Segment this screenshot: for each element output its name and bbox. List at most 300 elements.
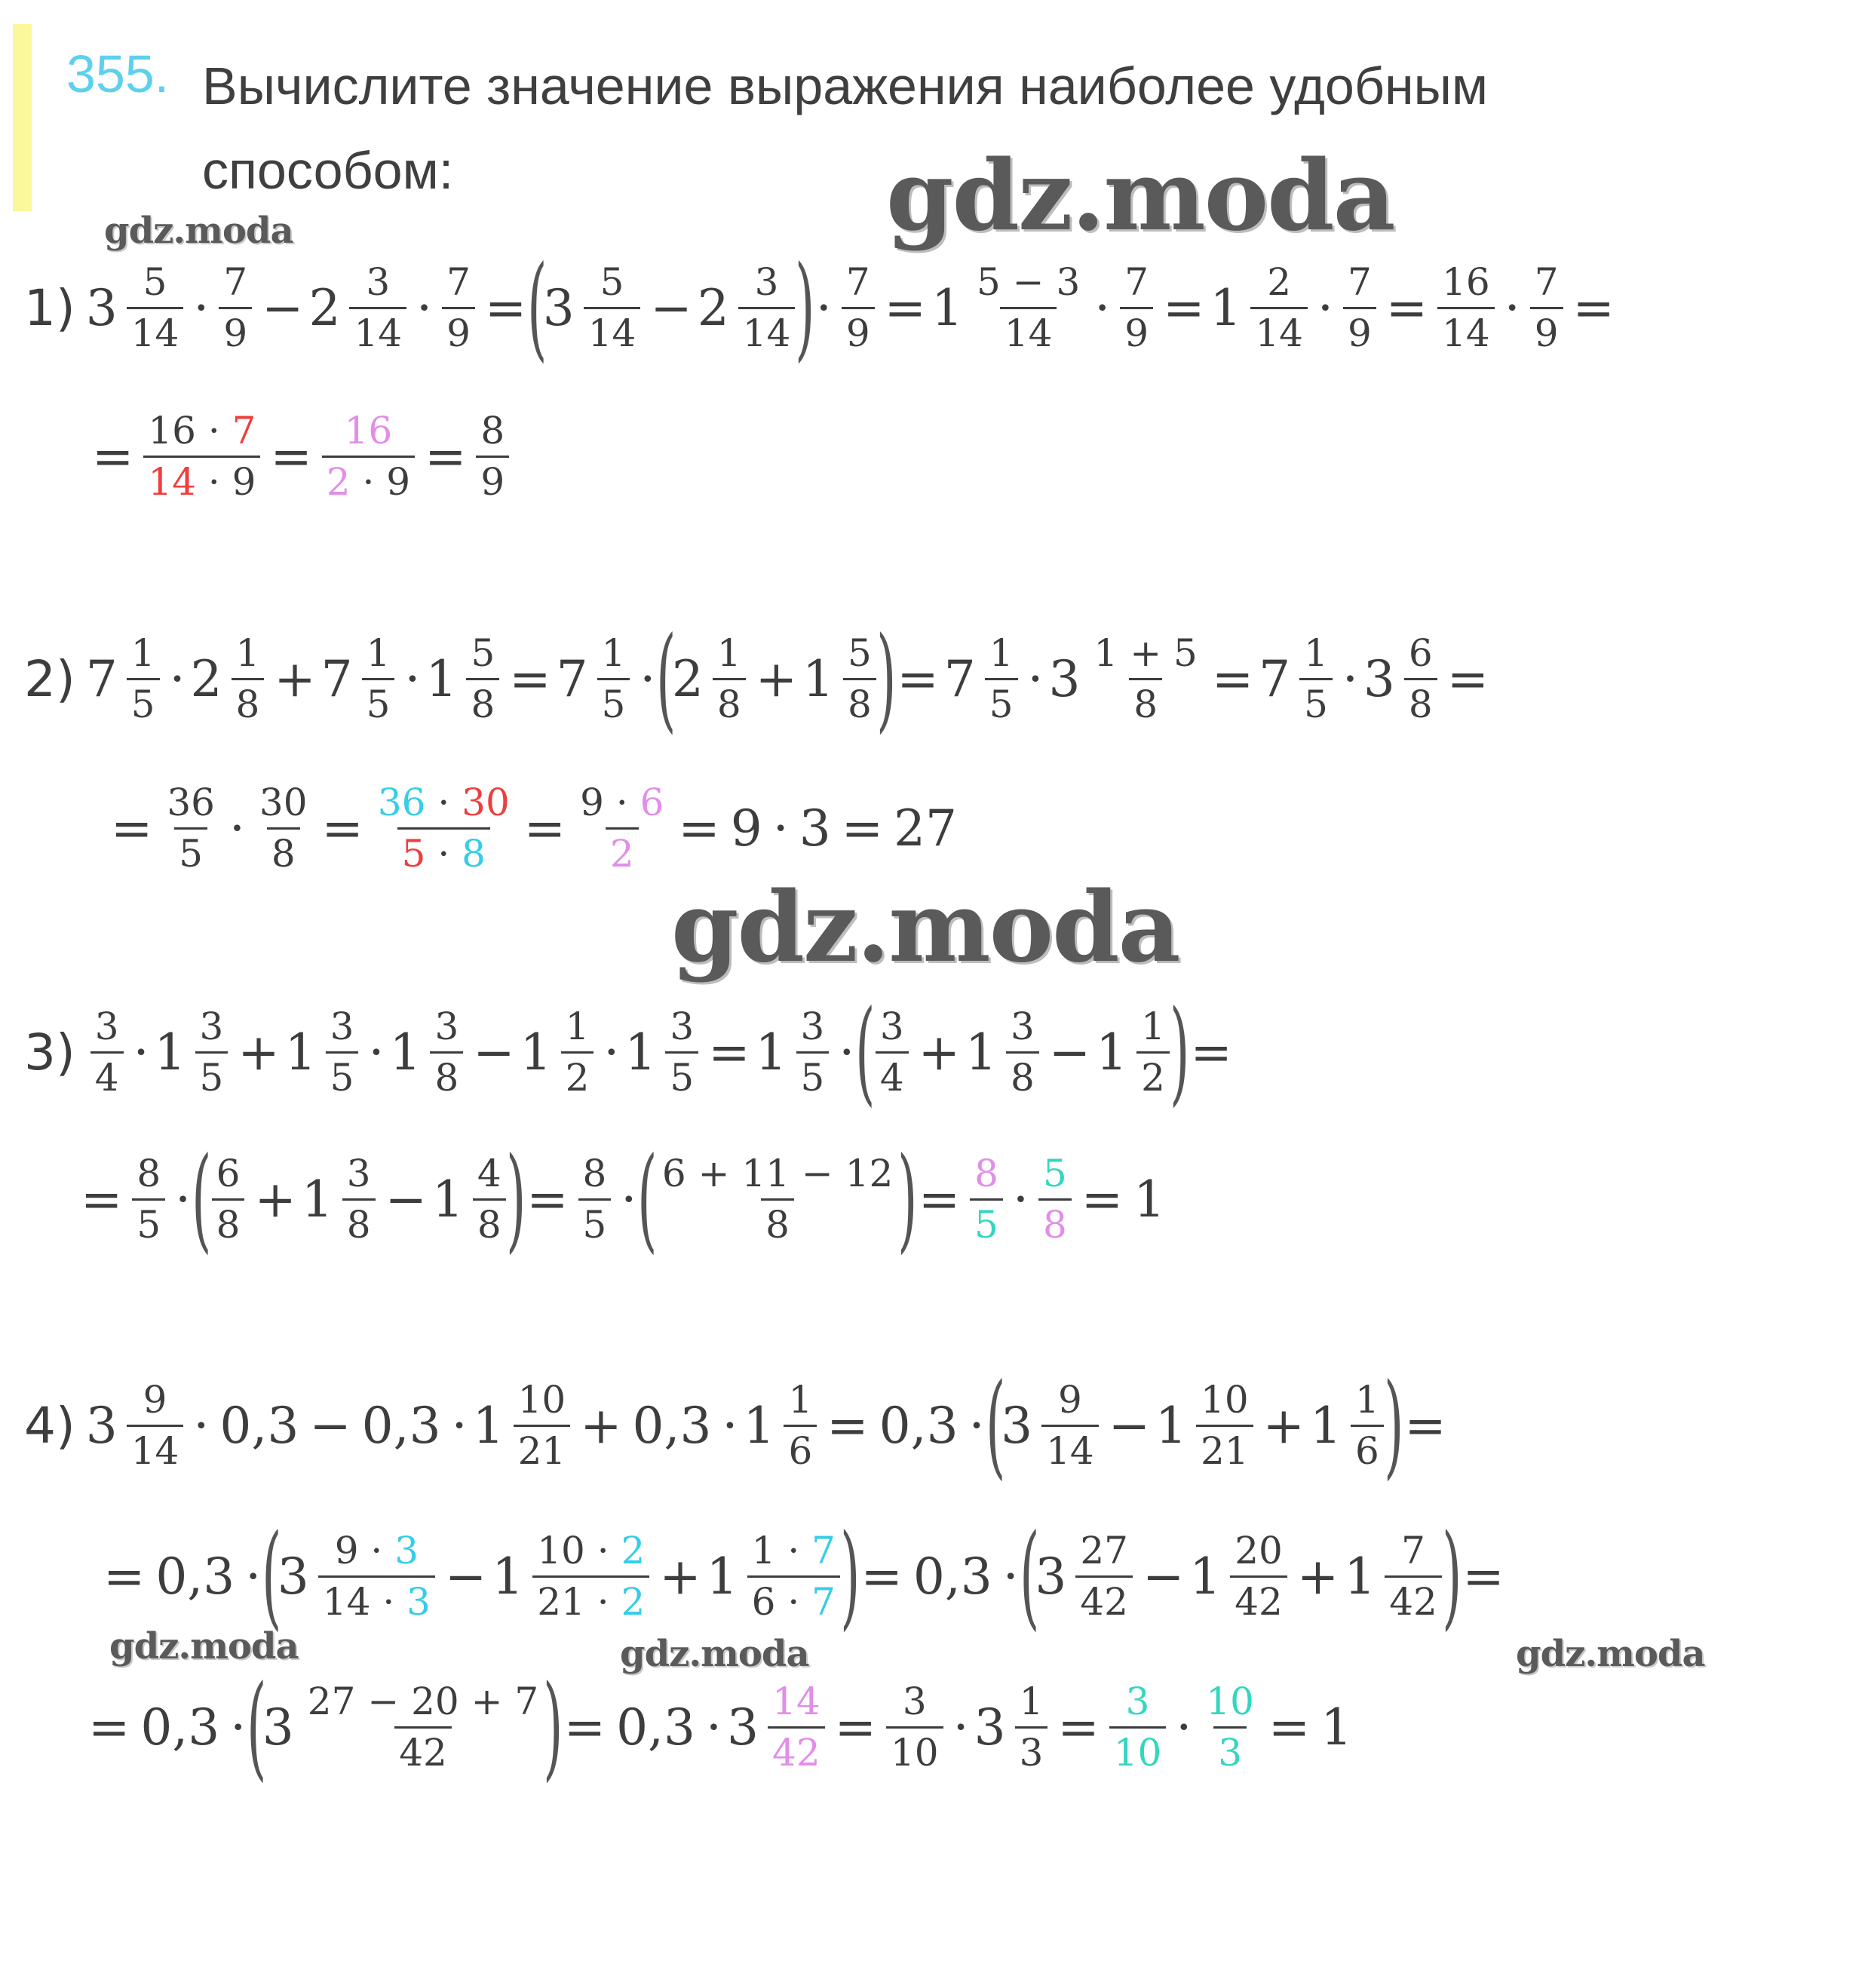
- num: 14: [772, 1680, 820, 1723]
- num: 3: [879, 1005, 904, 1048]
- den: 6: [784, 1425, 817, 1471]
- part: ·: [425, 781, 462, 824]
- den: [322, 456, 415, 502]
- fraction: [362, 631, 395, 726]
- p4-label: 4): [24, 1396, 75, 1455]
- fraction: [349, 262, 406, 353]
- op: ·: [772, 799, 789, 857]
- fraction: [886, 1680, 943, 1775]
- whole: 1: [301, 1170, 333, 1229]
- op: =: [884, 278, 926, 337]
- paren: ): [543, 1661, 563, 1793]
- op: ·: [368, 1023, 385, 1081]
- part: 1 ·: [751, 1529, 812, 1572]
- task-number: 355.: [66, 44, 170, 103]
- fraction: [1075, 1529, 1133, 1624]
- fraction: [972, 262, 1084, 353]
- fraction: [212, 1152, 245, 1247]
- den: 5: [132, 1198, 165, 1245]
- whole: 7: [85, 649, 118, 708]
- whole: 3: [85, 1396, 118, 1455]
- num: 1: [601, 631, 626, 675]
- num: 3: [754, 260, 779, 304]
- watermark-4: gdz.moda: [109, 1625, 299, 1667]
- p4-line-1: [24, 1358, 1452, 1493]
- watermark-6: gdz.moda: [1516, 1633, 1705, 1675]
- watermark-1: gdz.moda: [886, 140, 1394, 253]
- whole: 2: [308, 278, 341, 337]
- whole: 3: [277, 1547, 309, 1606]
- den: 14: [127, 307, 184, 354]
- num: 3: [1010, 1005, 1035, 1048]
- num-text: 1: [1133, 1170, 1166, 1229]
- op: −: [1048, 1023, 1091, 1081]
- op: +: [254, 1170, 296, 1229]
- op: =: [92, 427, 134, 486]
- whole: 3: [1001, 1396, 1033, 1455]
- fraction: [1230, 1529, 1287, 1624]
- den: 9: [842, 307, 875, 354]
- op: =: [918, 1170, 961, 1229]
- op: ·: [1176, 1698, 1192, 1756]
- num: [532, 1531, 649, 1575]
- num: 1: [235, 631, 260, 675]
- whole: 2: [190, 649, 222, 708]
- whole: 7: [556, 649, 588, 708]
- den: 2: [606, 827, 639, 874]
- op: =: [1211, 649, 1254, 708]
- part: 5: [401, 831, 426, 876]
- whole: 3: [542, 278, 575, 337]
- op: =: [1057, 1698, 1100, 1756]
- part: 30: [462, 781, 510, 824]
- op: =: [1268, 1698, 1311, 1756]
- den: 8: [713, 678, 746, 725]
- whole: 1: [1210, 278, 1242, 337]
- whole: 7: [1259, 649, 1291, 708]
- num: 3: [902, 1680, 927, 1723]
- p2-line-1: [24, 611, 1494, 747]
- den: 42: [394, 1726, 452, 1773]
- whole: 1: [472, 1396, 505, 1455]
- num: 5: [471, 631, 495, 675]
- fraction: [473, 1152, 506, 1247]
- fraction: [1250, 262, 1308, 353]
- num: 9: [1058, 1378, 1082, 1422]
- p3-label: 3): [24, 1023, 75, 1081]
- op: −: [473, 1023, 515, 1081]
- den: 9: [1343, 307, 1376, 354]
- watermark-3: gdz.moda: [671, 871, 1179, 984]
- den: 5: [665, 1051, 698, 1098]
- op: ·: [1317, 278, 1333, 337]
- num: 5: [848, 631, 872, 675]
- num-text: 0,3: [912, 1547, 992, 1606]
- op: ·: [229, 799, 245, 857]
- op: ·: [1342, 649, 1358, 708]
- part: · 9: [350, 459, 411, 504]
- fraction: [1015, 1680, 1048, 1775]
- den: 5: [174, 827, 207, 874]
- fraction: [768, 1680, 825, 1775]
- fraction: [1299, 631, 1333, 726]
- den: 21: [1196, 1425, 1253, 1471]
- num: 6: [216, 1152, 241, 1195]
- num: [373, 783, 514, 827]
- op: ·: [1094, 278, 1111, 337]
- num: 1: [989, 631, 1014, 675]
- num: 8: [136, 1152, 161, 1195]
- fraction: [1437, 262, 1495, 353]
- fraction: [784, 1380, 817, 1471]
- num: 36: [167, 781, 215, 824]
- paren: ): [1383, 1360, 1404, 1491]
- num: 1: [130, 631, 155, 675]
- op: ·: [416, 278, 433, 337]
- whole: 1: [154, 1023, 186, 1081]
- den: 3: [1015, 1726, 1048, 1773]
- den: 14: [349, 307, 406, 354]
- whole: 3: [1363, 649, 1395, 708]
- op: ·: [193, 278, 210, 337]
- op: ·: [230, 1698, 247, 1756]
- op: −: [385, 1170, 427, 1229]
- fraction: [1120, 262, 1153, 353]
- den: 9: [1530, 307, 1563, 354]
- paren: ): [505, 1134, 526, 1265]
- fraction: [430, 1005, 463, 1100]
- op: ·: [839, 1023, 855, 1081]
- fraction: [1201, 1680, 1259, 1775]
- den: 3: [1213, 1726, 1247, 1773]
- fraction: [476, 411, 509, 502]
- num-text: 0,3: [879, 1396, 959, 1455]
- part: 2: [621, 1579, 646, 1624]
- num: 3: [366, 260, 391, 304]
- op: ·: [640, 649, 656, 708]
- fraction: [578, 1152, 612, 1247]
- num: [143, 411, 260, 456]
- num: 1: [788, 1378, 813, 1422]
- part: 8: [462, 831, 486, 876]
- fraction: [1136, 1005, 1170, 1100]
- num-text: 1: [1320, 1698, 1353, 1756]
- op: =: [103, 1547, 146, 1606]
- fraction: [1041, 1380, 1099, 1471]
- whole: 1: [1344, 1547, 1376, 1606]
- paren: ): [876, 613, 897, 744]
- part: 7: [811, 1529, 836, 1572]
- den: [532, 1575, 649, 1622]
- whole: 1: [520, 1023, 552, 1081]
- watermark-5: gdz.moda: [620, 1633, 809, 1675]
- paren: (: [637, 1134, 658, 1265]
- fraction: [195, 1005, 229, 1100]
- den: 5: [127, 678, 160, 725]
- fraction: [143, 411, 260, 502]
- num-text: 0,3: [632, 1396, 712, 1455]
- num: 7: [223, 260, 248, 304]
- den: 14: [1250, 307, 1308, 354]
- fraction: [342, 1152, 376, 1247]
- den: 4: [90, 1051, 124, 1098]
- part: 14 ·: [322, 1579, 407, 1624]
- num: 5: [1042, 1152, 1067, 1195]
- op: =: [509, 649, 551, 708]
- whole: 1: [389, 1023, 422, 1081]
- num: 16: [1442, 260, 1490, 304]
- op: +: [755, 649, 798, 708]
- fraction: [127, 262, 184, 353]
- p3-line-2: [75, 1131, 1170, 1267]
- fraction: [796, 1005, 830, 1100]
- op: ·: [1012, 1170, 1029, 1229]
- op: =: [484, 278, 527, 337]
- whole: 1: [1096, 1023, 1128, 1081]
- den: 8: [232, 678, 265, 725]
- fraction: [970, 1152, 1003, 1247]
- op: =: [321, 799, 363, 857]
- num: 7: [1347, 260, 1372, 304]
- p4-line-3: [83, 1659, 1357, 1795]
- num: 2: [1267, 260, 1292, 304]
- op: =: [1163, 278, 1205, 337]
- den: 9: [219, 307, 252, 354]
- num: 16: [344, 409, 393, 453]
- fraction: [132, 1152, 165, 1247]
- whole: 1: [624, 1023, 657, 1081]
- fraction: [1385, 1529, 1442, 1624]
- num: 20: [1235, 1529, 1283, 1572]
- den: 8: [1038, 1198, 1072, 1245]
- den: 8: [212, 1198, 245, 1245]
- den: 8: [267, 827, 300, 874]
- op: =: [111, 799, 153, 857]
- op: ·: [1504, 278, 1520, 337]
- op: ·: [722, 1396, 738, 1455]
- fraction: [561, 1005, 594, 1100]
- den: 9: [442, 307, 475, 354]
- num: 30: [259, 781, 308, 824]
- fraction: [442, 262, 475, 353]
- fraction: [713, 631, 746, 726]
- op: =: [678, 799, 720, 857]
- whole: 1: [431, 1170, 464, 1229]
- num: 5: [600, 260, 624, 304]
- whole: 2: [671, 649, 704, 708]
- den: 42: [1230, 1575, 1287, 1622]
- op: ·: [706, 1698, 722, 1756]
- fraction: [1351, 1380, 1384, 1471]
- den: 42: [1385, 1575, 1442, 1622]
- num: 3: [199, 1005, 224, 1048]
- whole: 1: [1309, 1396, 1342, 1455]
- num-text: 3: [799, 799, 831, 857]
- num: 1: [716, 631, 741, 675]
- op: ·: [245, 1547, 262, 1606]
- fraction: [1090, 631, 1202, 726]
- part: 7: [232, 409, 256, 453]
- num: 1: [1141, 1005, 1165, 1048]
- paren: ): [1170, 986, 1190, 1118]
- op: =: [1190, 1023, 1232, 1081]
- op: =: [563, 1698, 606, 1756]
- den: 5: [1299, 678, 1333, 725]
- den: 10: [1109, 1726, 1167, 1773]
- den: 8: [430, 1051, 463, 1098]
- num: 7: [446, 260, 471, 304]
- part: · 9: [195, 459, 256, 504]
- num: 9: [143, 1378, 167, 1422]
- num: 7: [1401, 1529, 1425, 1572]
- part: 3: [406, 1579, 431, 1624]
- den: [747, 1575, 840, 1622]
- whole: 3: [727, 1698, 759, 1756]
- fraction: [466, 631, 499, 726]
- op: ·: [404, 649, 421, 708]
- whole: 7: [943, 649, 976, 708]
- op: ·: [1002, 1547, 1019, 1606]
- op: ·: [133, 1023, 149, 1081]
- num: 6: [1408, 631, 1433, 675]
- whole: 1: [743, 1396, 775, 1455]
- op: +: [918, 1023, 960, 1081]
- num: 8: [974, 1152, 998, 1195]
- den: 8: [466, 678, 499, 725]
- paren: (: [985, 1360, 1005, 1491]
- part: 2: [326, 459, 351, 504]
- part: 7: [811, 1579, 836, 1624]
- den: 42: [768, 1726, 825, 1773]
- fraction: [1006, 1005, 1039, 1100]
- fraction: [326, 1005, 359, 1100]
- fraction: [219, 262, 252, 353]
- den: 2: [561, 1051, 594, 1098]
- num: [747, 1531, 840, 1575]
- op: ·: [603, 1023, 620, 1081]
- part: 2: [621, 1529, 646, 1572]
- paren: ): [795, 242, 815, 373]
- fraction: [1109, 1680, 1167, 1775]
- den: [318, 1575, 435, 1622]
- op: ·: [815, 278, 832, 337]
- op: ·: [175, 1170, 192, 1229]
- den: 8: [1006, 1051, 1039, 1098]
- op: +: [659, 1547, 701, 1606]
- num: 7: [845, 260, 870, 304]
- fraction: [658, 1152, 897, 1247]
- part: 3: [394, 1529, 419, 1572]
- part: 21 ·: [537, 1579, 621, 1624]
- den: 8: [761, 1198, 794, 1245]
- den: 8: [1404, 678, 1437, 725]
- whole: 3: [85, 278, 118, 337]
- op: =: [841, 799, 884, 857]
- op: ·: [1027, 649, 1044, 708]
- den: 9: [476, 456, 509, 502]
- op: −: [1108, 1396, 1151, 1455]
- num: 3: [346, 1152, 371, 1195]
- op: ·: [621, 1170, 637, 1229]
- op: =: [1385, 278, 1428, 337]
- den: 14: [1437, 307, 1495, 354]
- whole: 1: [492, 1547, 524, 1606]
- fraction: [843, 631, 876, 726]
- paren: ): [1441, 1511, 1462, 1642]
- op: =: [827, 1396, 869, 1455]
- den: 8: [342, 1198, 376, 1245]
- num-text: 27: [894, 799, 958, 857]
- whole: 1: [1155, 1396, 1188, 1455]
- p4-line-2: [98, 1508, 1510, 1644]
- num: 4: [477, 1152, 501, 1195]
- op: =: [897, 649, 939, 708]
- part: ·: [425, 831, 462, 876]
- op: =: [81, 1170, 123, 1229]
- fraction: [1196, 1380, 1253, 1471]
- num: 3: [434, 1005, 459, 1048]
- op: =: [425, 427, 467, 486]
- den: 14: [1041, 1425, 1099, 1471]
- whole: 3: [262, 1698, 294, 1756]
- fraction: [532, 1529, 649, 1624]
- den: 14: [738, 307, 796, 354]
- op: =: [270, 427, 312, 486]
- fraction: [255, 781, 312, 876]
- den: 14: [1000, 307, 1057, 354]
- op: ·: [169, 649, 186, 708]
- fraction: [738, 262, 796, 353]
- num: 1: [1019, 1680, 1044, 1723]
- den: 5: [597, 678, 630, 725]
- den: 5: [326, 1051, 359, 1098]
- num-text: 0,3: [616, 1698, 696, 1756]
- fraction: [162, 781, 219, 876]
- num: [330, 1531, 423, 1575]
- fraction: [1343, 262, 1376, 353]
- num-text: 0,3: [361, 1396, 441, 1455]
- den: 5: [362, 678, 395, 725]
- num-text: 0,3: [219, 1396, 299, 1455]
- whole: 1: [425, 649, 458, 708]
- num-text: 0,3: [140, 1698, 220, 1756]
- whole: 1: [802, 649, 835, 708]
- op: +: [580, 1396, 622, 1455]
- den: 42: [1075, 1575, 1133, 1622]
- op: ·: [952, 1698, 969, 1756]
- whole: 1: [755, 1023, 787, 1081]
- part: 36: [377, 781, 426, 824]
- op: =: [88, 1698, 130, 1756]
- den: 5: [796, 1051, 830, 1098]
- den: [143, 456, 260, 502]
- fraction: [322, 411, 415, 502]
- den: 5: [195, 1051, 229, 1098]
- op: +: [1262, 1396, 1305, 1455]
- fraction: [318, 1529, 435, 1624]
- op: ·: [968, 1396, 985, 1455]
- op: =: [526, 1170, 569, 1229]
- op: ·: [451, 1396, 468, 1455]
- den: 5: [985, 678, 1018, 725]
- den: 9: [1120, 307, 1153, 354]
- whole: 7: [321, 649, 353, 708]
- den: 10: [886, 1726, 943, 1773]
- fraction: [1530, 262, 1563, 353]
- paren: ): [840, 1511, 860, 1642]
- num-text: 0,3: [155, 1547, 235, 1606]
- p3-line-1: [24, 984, 1238, 1120]
